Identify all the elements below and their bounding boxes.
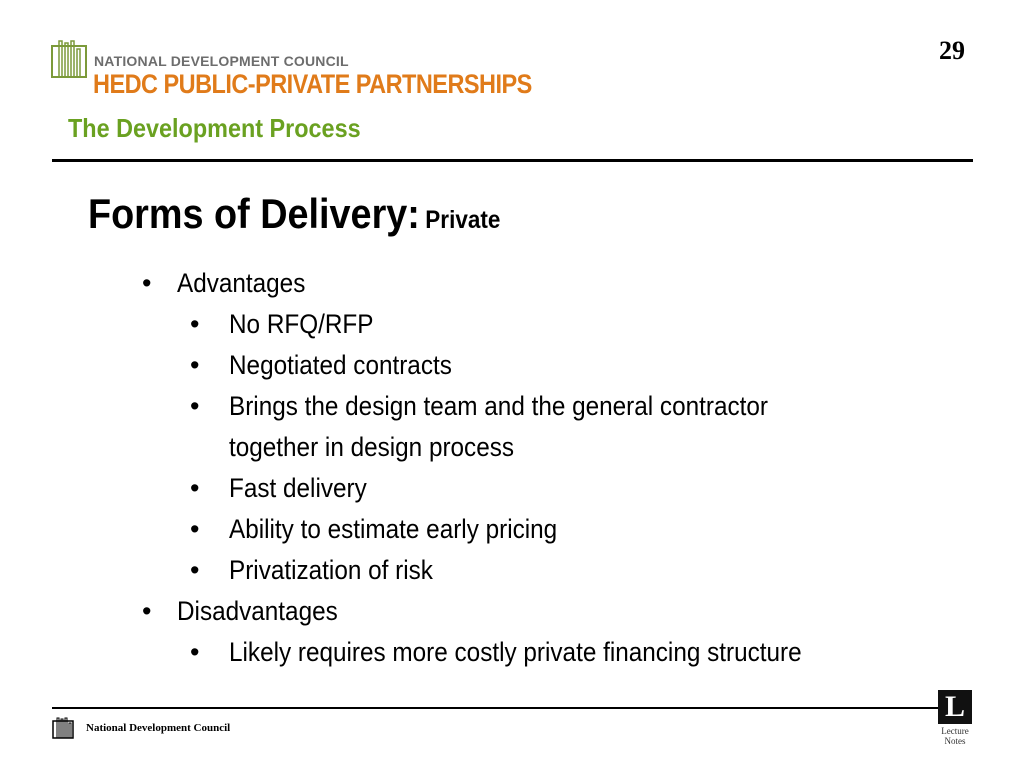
- slide-heading: [88, 190, 500, 238]
- list-item-text: Ability to estimate early pricing: [229, 514, 558, 544]
- list-item-line: Brings the design team and the general contractor: [229, 391, 768, 421]
- badge-letter: L: [938, 690, 972, 724]
- list-item-text: Negotiated contracts: [229, 350, 452, 380]
- slide-heading-main: Forms of Delivery:: [88, 190, 420, 237]
- list-item-text: Privatization of risk: [229, 555, 433, 585]
- footer-divider: [52, 707, 952, 709]
- footer-org-name: National Development Council: [86, 722, 231, 734]
- bullet-glyph: •: [190, 309, 200, 339]
- org-name: NATIONAL DEVELOPMENT COUNCIL: [94, 53, 349, 69]
- bullet-glyph: •: [190, 473, 200, 503]
- bullet-glyph: •: [190, 514, 200, 544]
- slide-heading-sub: Private: [425, 206, 501, 234]
- list-item-text: No RFQ/RFP: [229, 309, 374, 339]
- bullet-label: Advantages: [177, 268, 306, 298]
- list-item-text: Likely requires more costly private financing structure: [229, 637, 802, 667]
- bullet-glyph: •: [142, 596, 152, 626]
- bullet-label: Disadvantages: [177, 596, 338, 626]
- bullet-glyph: •: [190, 637, 200, 667]
- list-item-text: [229, 386, 768, 468]
- section-title: The Development Process: [68, 113, 361, 143]
- bullet-glyph: •: [190, 350, 200, 380]
- bullet-glyph: •: [190, 391, 200, 421]
- building-columns-icon: [51, 40, 87, 78]
- lecture-notes-badge: [938, 690, 972, 746]
- header-divider: [52, 159, 973, 162]
- badge-caption-line: Notes: [944, 736, 966, 746]
- page-number: 29: [939, 36, 965, 65]
- list-item-text: Fast delivery: [229, 473, 367, 503]
- list-item-line: together in design process: [229, 432, 515, 462]
- bullet-glyph: •: [190, 555, 200, 585]
- bullet-glyph: •: [142, 268, 152, 298]
- building-columns-icon: [52, 717, 74, 739]
- program-name: HEDC PUBLIC-PRIVATE PARTNERSHIPS: [93, 69, 532, 99]
- badge-caption-line: Lecture: [941, 726, 969, 736]
- badge-caption: [938, 726, 972, 746]
